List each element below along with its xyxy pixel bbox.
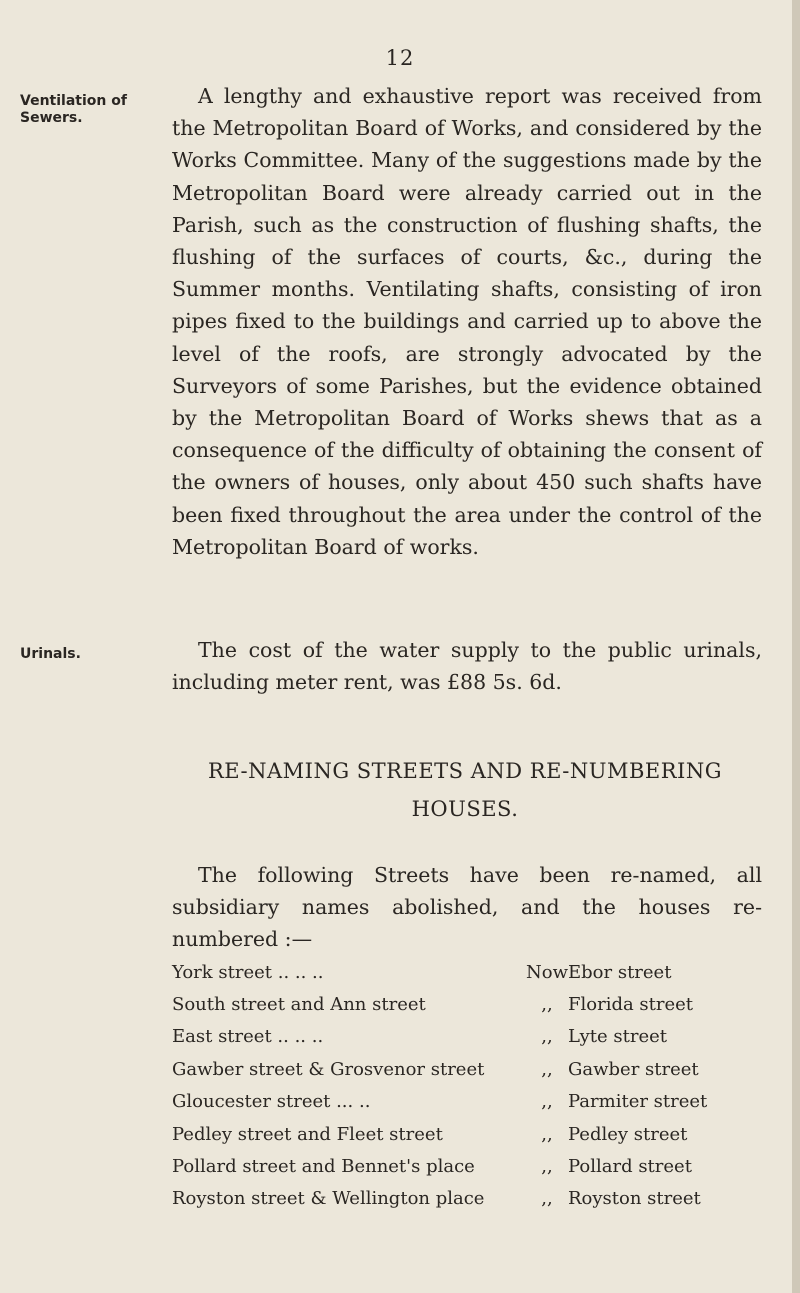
street-renaming-table	[172, 956, 762, 1215]
margin-note-ventilation: Ventilation of Sewers.	[20, 93, 127, 126]
table-row	[172, 1183, 762, 1215]
table-row	[172, 1118, 762, 1150]
urinals-paragraph: The cost of the water supply to the public urinals, including meter rent, was £88 5s. 6d.	[172, 638, 762, 695]
new-street-name: Royston street	[568, 1188, 701, 1210]
ventilation-paragraph: A lengthy and exhaustive report was received from the Metropolitan Board of Works, and considered by the Works Committee. Many of the suggestions made by the Metropolitan Board were already carried out in the Parish, such as the construction of flushing shafts, the flushing of the surfaces of courts, &c., during the Summer months. Ventilating shafts, consisting of iron pipes fixed to the buildings and carried up to above the level of the roofs, are strongly advocated by the Surveyors of some Parishes, but the evidence obtained by the Metropolitan Board of Works shews that as a consequence of the difficulty of obtaining the consent of the owners of houses, only about 450 such shafts have been fixed throughout the area under the control of the Metropolitan Board of works.	[172, 84, 762, 559]
table-row	[172, 956, 762, 988]
table-row	[172, 1086, 762, 1118]
table-row	[172, 1053, 762, 1085]
page-number: 12	[385, 46, 415, 70]
old-street-name: East street .. .. ..	[172, 1026, 324, 1048]
old-street-name: York street .. .. ..	[172, 961, 324, 983]
table-row	[172, 1021, 762, 1053]
old-street-name: Gawber street & Grosvenor street	[172, 1058, 485, 1080]
new-street-name: Parmiter street	[568, 1091, 708, 1113]
old-street-name: Gloucester street ... ..	[172, 1091, 371, 1113]
row-separator: ,,	[541, 1123, 553, 1145]
row-separator: ,,	[541, 994, 553, 1016]
row-separator: ,,	[541, 1058, 553, 1080]
old-street-name: Pedley street and Fleet street	[172, 1123, 443, 1145]
row-separator: ,,	[541, 1188, 553, 1210]
section-heading: RE-NAMING STREETS AND RE-NUMBERING HOUSES.	[208, 759, 722, 821]
new-street-name: Ebor street	[568, 961, 672, 983]
new-street-name: Pollard street	[568, 1156, 692, 1178]
new-street-name: Gawber street	[568, 1058, 699, 1080]
row-separator: Now	[526, 961, 568, 983]
row-separator: ,,	[541, 1156, 553, 1178]
old-street-name: South street and Ann street	[172, 994, 426, 1016]
row-separator: ,,	[541, 1091, 553, 1113]
new-street-name: Florida street	[568, 994, 694, 1016]
old-street-name: Royston street & Wellington place	[172, 1188, 485, 1210]
row-separator: ,,	[541, 1026, 553, 1048]
renaming-intro-paragraph: The following Streets have been re-named, all subsidiary names abolished, and the houses re-numbered :—	[172, 863, 762, 952]
old-street-name: Pollard street and Bennet's place	[172, 1156, 475, 1178]
new-street-name: Lyte street	[568, 1026, 668, 1048]
page-edge	[792, 0, 800, 1293]
new-street-name: Pedley street	[568, 1123, 688, 1145]
table-row	[172, 988, 762, 1020]
margin-note-urinals: Urinals.	[20, 646, 81, 662]
table-row	[172, 1150, 762, 1182]
